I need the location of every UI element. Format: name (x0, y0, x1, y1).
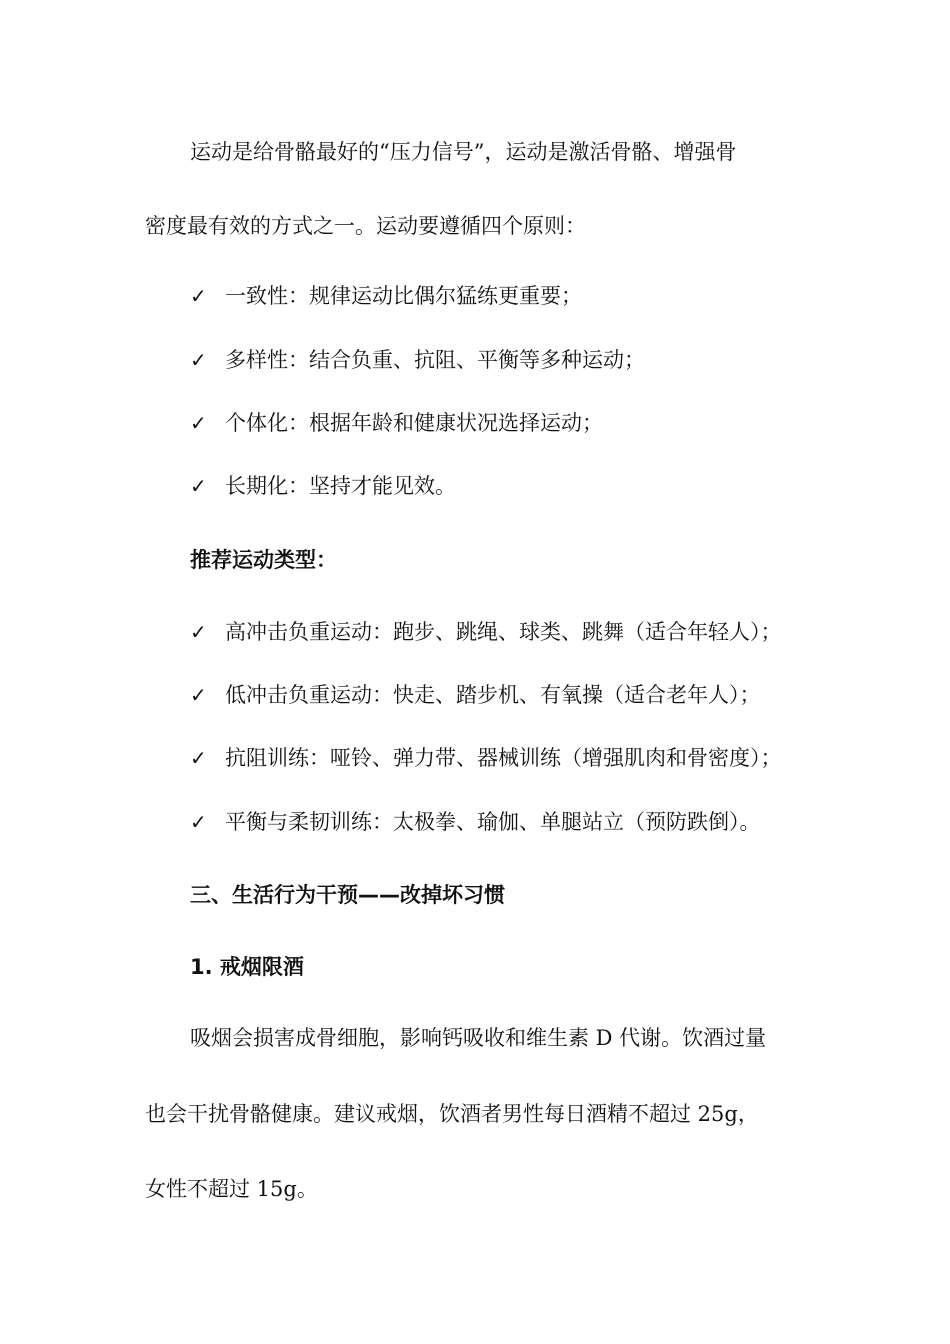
list-item: 平衡与柔韧训练：太极拳、瑜伽、单腿站立（预防跌倒）。 (225, 810, 761, 834)
list-item: 低冲击负重运动：快走、踏步机、有氧操（适合老年人）； (225, 683, 761, 707)
checkmark-icon: ✓ (190, 474, 207, 498)
checkmark-icon: ✓ (190, 746, 207, 770)
checkmark-icon: ✓ (190, 620, 207, 644)
list-item: 多样性：结合负重、抗阻、平衡等多种运动； (225, 348, 645, 372)
list-item: 一致性：规律运动比偶尔猛练更重要； (225, 284, 582, 308)
section-heading: 三、生活行为干预——改掉坏习惯 (190, 883, 505, 907)
paragraph-line: 也会干扰骨骼健康。建议戒烟，饮酒者男性每日酒精不超过 25g， (145, 1102, 759, 1126)
paragraph-line: 密度最有效的方式之一。运动要遵循四个原则： (145, 214, 586, 238)
paragraph-line: 运动是给骨骼最好的“压力信号”，运动是激活骨骼、增强骨 (190, 140, 737, 164)
list-item: 抗阻训练：哑铃、弹力带、器械训练（增强肌肉和骨密度）； (225, 746, 782, 770)
checkmark-icon: ✓ (190, 810, 207, 834)
list-item: 长期化：坚持才能见效。 (225, 474, 456, 498)
list-item: 高冲击负重运动：跑步、跳绳、球类、跳舞（适合年轻人）； (225, 620, 782, 644)
subheading: 推荐运动类型： (190, 548, 337, 572)
subsection-heading: 1. 戒烟限酒 (190, 955, 304, 979)
checkmark-icon: ✓ (190, 411, 207, 435)
checkmark-icon: ✓ (190, 348, 207, 372)
paragraph-line: 吸烟会损害成骨细胞，影响钙吸收和维生素 D 代谢。饮酒过量 (190, 1026, 767, 1050)
list-item: 个体化：根据年龄和健康状况选择运动； (225, 411, 603, 435)
checkmark-icon: ✓ (190, 284, 207, 308)
checkmark-icon: ✓ (190, 683, 207, 707)
paragraph-line: 女性不超过 15g。 (145, 1177, 318, 1201)
